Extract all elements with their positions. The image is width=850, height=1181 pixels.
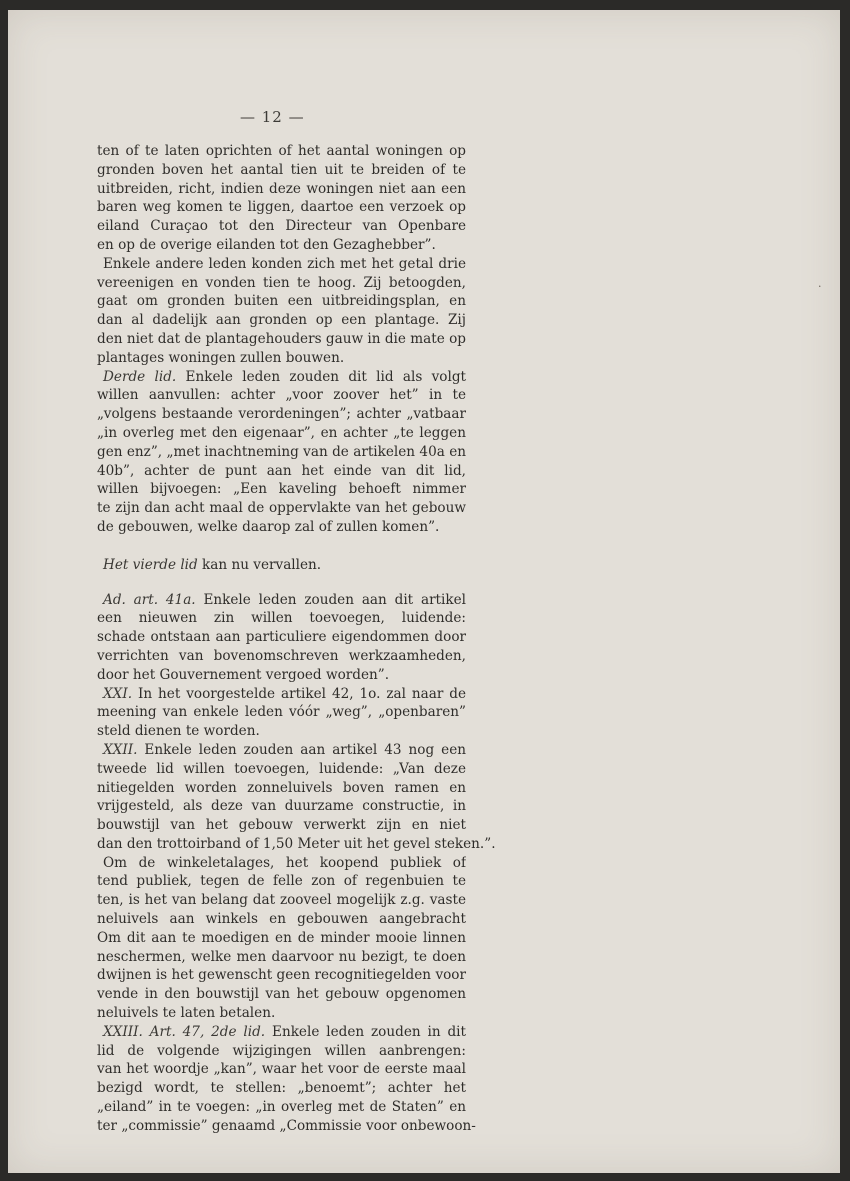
paragraph-group-1 — [97, 142, 466, 537]
text-line: baren weg komen te liggen, daartoe een verzoek op — [97, 199, 466, 216]
text-line: Om dit aan te moedigen en de minder mooie linnen — [97, 929, 466, 946]
margin-mark: · — [818, 280, 822, 293]
text-line: „in overleg met den eigenaar”, en achter „te leggen — [97, 424, 466, 441]
text-line: gaat om gronden buiten een uitbreidingsplan, en — [97, 293, 466, 310]
text-line: XXIII. Art. 47, 2de lid. Enkele leden zouden in dit — [103, 1023, 466, 1040]
body-text — [97, 142, 496, 1136]
text-line: lid de volgende wijzigingen willen aanbrengen: — [97, 1042, 466, 1059]
page-number: — 12 — — [240, 108, 305, 126]
text-line: meening van enkele leden vóór „weg”, „openbaren” — [97, 704, 466, 721]
text-line: „eiland” in te voegen: „in overleg met de Staten” en — [97, 1099, 466, 1116]
text-line: plantages woningen zullen bouwen. — [97, 349, 345, 366]
text-line: willen bijvoegen: „Een kaveling behoeft nimmer — [97, 481, 466, 498]
text-line: bezigd wordt, te stellen: „benoemt”; achter het — [97, 1080, 466, 1097]
text-line: dan den trottoirband of 1,50 Meter uit het gevel steken.”. — [97, 835, 496, 852]
text-line: Derde lid. Enkele leden zouden dit lid als volgt — [103, 368, 466, 385]
text-line: tend publiek, tegen de felle zon of regenbuien te — [97, 873, 466, 890]
text-line: schade ontstaan aan particuliere eigendommen door — [97, 629, 466, 646]
text-line: ten of te laten oprichten of het aantal woningen op — [97, 143, 466, 159]
text-line: de gebouwen, welke daarop zal of zullen komen”. — [97, 518, 440, 535]
text-line: 40b”, achter de punt aan het einde van dit lid, — [97, 462, 466, 479]
text-line: van het woordje „kan”, waar het voor de eerste maal — [97, 1061, 466, 1078]
text-line: Enkele andere leden konden zich met het getal drie — [103, 255, 466, 272]
text-line: door het Gouvernement vergoed worden”. — [97, 666, 390, 683]
paragraph-group-2 — [97, 591, 496, 1136]
vierde-lid-line: Het vierde lid kan nu vervallen. — [103, 556, 322, 573]
text-line: XXII. Enkele leden zouden aan artikel 43 nog een — [103, 741, 466, 758]
text-line: en op de overige eilanden tot den Gezaghebber”. — [97, 236, 436, 253]
text-line: neluivels te laten betalen. — [97, 1005, 276, 1022]
text-line: willen aanvullen: achter „voor zoover het” in te — [97, 387, 466, 404]
text-line: bouwstijl van het gebouw verwerkt zijn en niet — [97, 817, 466, 834]
text-line: gronden boven het aantal tien uit te breiden of te — [97, 161, 466, 178]
text-line: vrijgesteld, als deze van duurzame constructie, in — [97, 798, 466, 815]
text-line: vende in den bouwstijl van het gebouw opgenomen — [97, 986, 466, 1003]
text-line: Om de winkeletalages, het koopend publiek of — [103, 854, 466, 871]
text-line: XXI. In het voorgestelde artikel 42, 1o. zal naar de — [103, 685, 466, 702]
text-line: verrichten van bovenomschreven werkzaamheden, — [97, 647, 466, 664]
text-line: een nieuwen zin willen toevoegen, luidende: — [97, 610, 466, 627]
text-line: „volgens bestaande verordeningen”; achter „vatbaar — [97, 406, 466, 423]
text-line: vereenigen en vonden tien te hoog. Zij betoogden, — [97, 274, 466, 291]
text-line: nitiegelden worden zonneluivels boven ramen en — [97, 779, 466, 796]
text-line: den niet dat de plantagehouders gauw in die mate op — [97, 330, 466, 347]
text-line: te zijn dan acht maal de oppervlakte van het gebouw — [97, 500, 466, 517]
text-line: dwijnen is het gewenscht geen recognitiegelden voor — [97, 967, 466, 984]
text-line: ter „commissie” genaamd „Commissie voor onbewoon- — [97, 1117, 476, 1134]
text-line: tweede lid willen toevoegen, luidende: „Van deze — [97, 760, 466, 777]
text-line: neluivels aan winkels en gebouwen aangebracht — [97, 911, 466, 928]
text-line: neschermen, welke men daarvoor nu bezigt, te doen — [97, 948, 466, 965]
document-page — [8, 10, 840, 1173]
text-line: uitbreiden, richt, indien deze woningen niet aan een — [97, 180, 466, 197]
text-line: steld dienen te worden. — [97, 723, 260, 740]
text-line: Ad. art. 41a. Enkele leden zouden aan dit artikel — [103, 591, 466, 608]
text-line: dan al dadelijk aan gronden op een plantage. Zij — [97, 312, 466, 329]
text-line: ten, is het van belang dat zooveel mogelijk z.g. vaste — [97, 892, 466, 909]
text-line: eiland Curaçao tot den Directeur van Openbare — [97, 218, 466, 235]
text-line: gen enz”, „met inachtneming van de artikelen 40a en — [97, 443, 466, 460]
